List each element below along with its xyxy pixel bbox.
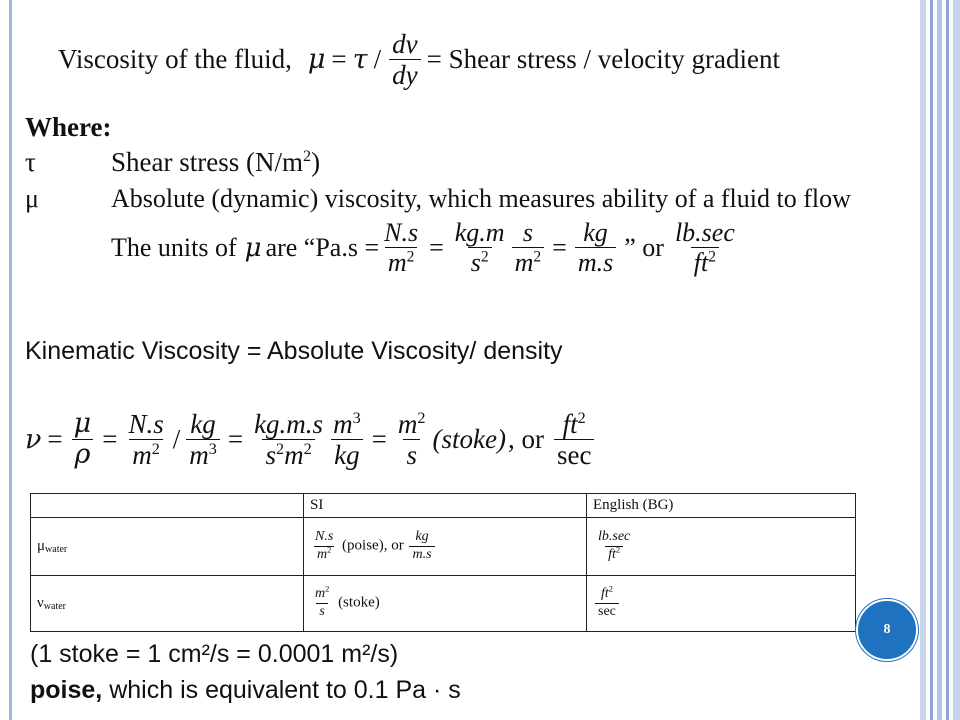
den: m: [132, 440, 152, 471]
row-label-nu-water: [31, 576, 304, 632]
label: ν: [37, 595, 44, 611]
fraction-denominator: dy: [389, 59, 420, 89]
stoke-conversion-note: (1 stoke = 1 cm²/s = 0.0001 m²/s): [30, 640, 399, 668]
num: m: [333, 409, 353, 439]
den: s: [316, 603, 327, 620]
num: N.s: [384, 218, 419, 247]
or: , or: [507, 424, 544, 455]
slash: /: [373, 44, 382, 75]
tau-symbol: τ: [352, 44, 368, 76]
eq: =: [429, 232, 444, 262]
nu-frac-m3-kg: [330, 410, 364, 470]
units-frac-kgm-s2: [452, 219, 508, 277]
num: kg.m: [454, 218, 505, 247]
sup: 2: [327, 545, 332, 555]
sup: 2: [533, 248, 542, 266]
poise-bold: poise,: [30, 676, 103, 704]
nu-frac-ns-m2: [125, 410, 166, 470]
page-number-badge: 8: [856, 599, 918, 661]
table-header-si: SI: [304, 494, 587, 518]
kinematic-equation: [25, 410, 596, 470]
den: sec: [554, 439, 594, 469]
nu-frac-mu-rho: [71, 410, 95, 470]
den: m.s: [575, 247, 616, 276]
den: s: [265, 440, 276, 471]
table-row: [31, 518, 856, 576]
sup: 2: [303, 440, 312, 459]
den: ft: [608, 547, 616, 562]
sup: 3: [352, 409, 361, 427]
definition-lead: Viscosity of the fluid,: [58, 44, 292, 75]
den: m.s: [409, 546, 434, 563]
den: m: [387, 248, 407, 278]
units-frac-ns-m2: [381, 219, 421, 277]
den: s: [470, 248, 481, 278]
definition-tail: = Shear stress / velocity gradient: [426, 44, 780, 75]
units-mu: μ: [244, 232, 262, 263]
num: kg: [415, 529, 429, 545]
nu-symbol: ν: [25, 424, 42, 456]
table-row: [31, 576, 856, 632]
eq: =: [47, 424, 63, 455]
eq: =: [371, 424, 387, 455]
slash: /: [172, 424, 181, 455]
units-are: are “Pa.s =: [265, 232, 380, 262]
nu-frac-kg-m3: [186, 410, 220, 470]
sup: 2: [417, 409, 426, 427]
sup: 2: [615, 545, 621, 555]
eq: =: [227, 424, 244, 455]
row-label-mu-water: [31, 518, 304, 576]
label-sub: water: [45, 544, 68, 555]
num: N.s: [128, 409, 164, 439]
viscosity-definition: [58, 30, 780, 90]
poise-text: (poise), or: [342, 537, 404, 554]
stoke-label: (stoke): [432, 424, 506, 455]
sup: 2: [151, 440, 160, 459]
mu-row: [25, 184, 851, 214]
den: m: [189, 440, 209, 471]
units-frac-s-m2: [512, 219, 545, 277]
num: ft: [600, 586, 609, 602]
den: sec: [595, 603, 619, 620]
num: ft: [562, 409, 578, 439]
sup: 2: [275, 440, 285, 459]
num: kg.m.s: [254, 409, 324, 439]
sup: 2: [608, 584, 613, 594]
den: kg: [331, 439, 362, 469]
right-decorative-stripes: [920, 0, 960, 720]
label-sub: water: [43, 601, 67, 612]
sup: 2: [708, 248, 717, 266]
num: m: [315, 586, 326, 602]
num: μ: [73, 408, 92, 439]
sup: 2: [325, 584, 330, 594]
num: m: [397, 409, 418, 439]
units-table: [30, 493, 856, 632]
num: kg: [583, 218, 608, 247]
mu-row-symbol: μ: [25, 184, 39, 213]
stoke-text: (stoke): [338, 594, 380, 611]
den: ρ: [72, 439, 94, 469]
fraction-numerator: dv: [392, 29, 418, 59]
row1-si-cell: [304, 518, 587, 576]
dv-dy-fraction: [389, 30, 420, 90]
units-or: ” or: [624, 232, 664, 262]
nu-frac-m2-s: [395, 410, 429, 470]
row1-bg-cell: [587, 518, 856, 576]
equals-sign: =: [331, 44, 347, 75]
num: kg: [190, 409, 216, 439]
sup: 2: [577, 409, 586, 427]
table-header-english: English (BG): [587, 494, 856, 518]
num: lb.sec: [598, 529, 631, 545]
den: s: [403, 439, 420, 469]
num: lb.sec: [674, 218, 735, 247]
units-frac-lbsec-ft2: [672, 219, 738, 277]
den: m: [316, 547, 328, 562]
eq: =: [552, 232, 567, 262]
sup: 3: [208, 440, 217, 459]
table-header-row: [31, 494, 856, 518]
num: s: [522, 218, 533, 247]
units-line: [111, 219, 740, 277]
mu-symbol: μ: [307, 44, 326, 76]
tau-description-sup: 2: [302, 147, 312, 165]
row2-bg-cell: [587, 576, 856, 632]
tau-row-symbol: τ: [25, 147, 36, 177]
kinematic-viscosity-heading: Kinematic Viscosity = Absolute Viscosity/ density: [25, 337, 563, 365]
nu-frac-ft2-sec: [554, 410, 594, 470]
nu-frac-kgms-s2m2: [251, 410, 326, 470]
den: ft: [693, 248, 709, 278]
row2-si-cell: [304, 576, 587, 632]
eq: =: [102, 424, 118, 455]
mu-description: Absolute (dynamic) viscosity, which measures ability of a fluid to flow: [111, 184, 851, 213]
sup: 2: [480, 248, 489, 266]
label: μ: [37, 538, 46, 554]
where-heading: Where:: [25, 112, 112, 142]
tau-description-end: ): [311, 147, 321, 177]
poise-rest: which is equivalent to 0.1 Pa · s: [109, 676, 461, 704]
units-frac-kg-ms: [575, 219, 616, 277]
den2: m: [284, 440, 304, 471]
left-border: [9, 0, 12, 720]
tau-row: [25, 147, 320, 178]
table-header-empty: [31, 494, 304, 518]
den: m: [514, 248, 534, 278]
units-lead: The units of: [111, 232, 237, 262]
poise-note: [30, 676, 461, 705]
sup: 2: [406, 248, 415, 266]
num: N.s: [315, 529, 334, 545]
tau-description: Shear stress (N/m: [111, 147, 303, 177]
